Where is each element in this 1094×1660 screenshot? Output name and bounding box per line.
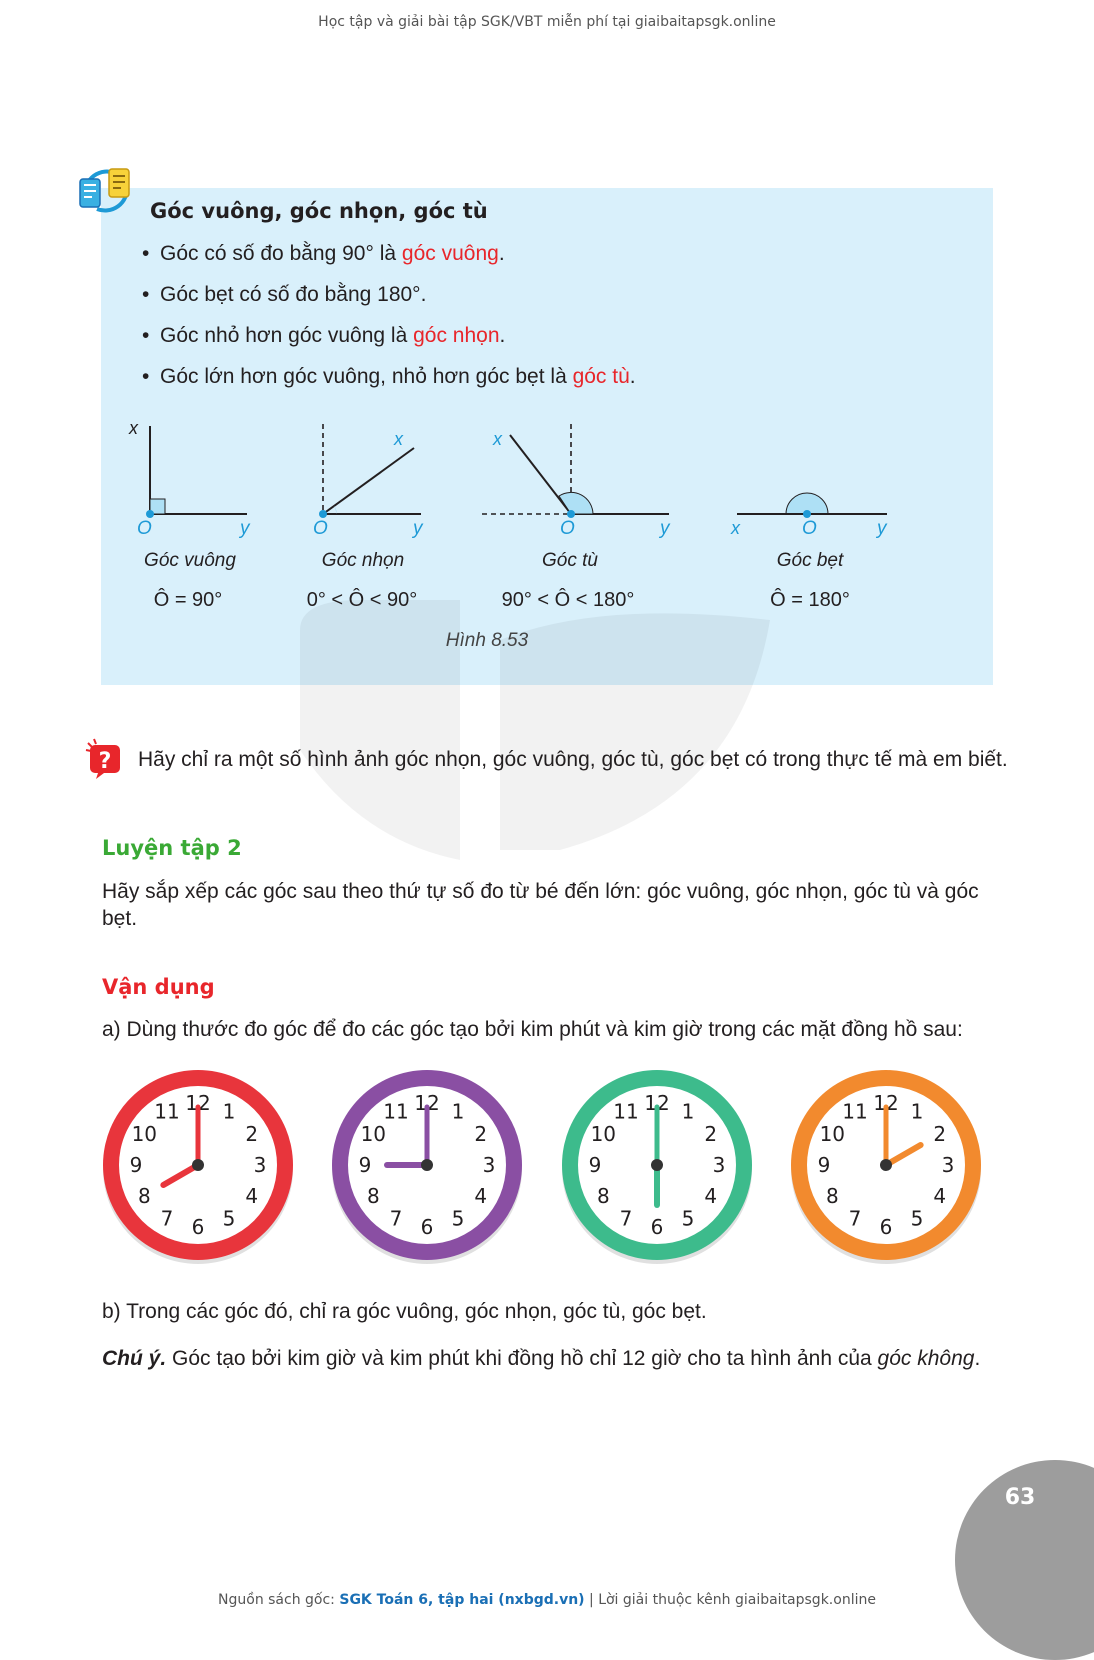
- clock-number: 1: [451, 1099, 465, 1124]
- clock-center: [192, 1159, 204, 1171]
- clock-number: 12: [414, 1091, 440, 1115]
- clock-4: [791, 1070, 981, 1264]
- clock-number: 11: [613, 1099, 639, 1124]
- clock-number: 3: [482, 1153, 496, 1177]
- angle-name-straight: Góc bẹt: [776, 550, 844, 571]
- clock-number: 11: [383, 1099, 409, 1124]
- point-label-o-1: O: [137, 518, 152, 539]
- clock-number: 1: [681, 1099, 695, 1124]
- note-label: Chú ý.: [102, 1347, 167, 1370]
- point-label-y-2: y: [413, 518, 423, 539]
- clock-number: 2: [245, 1122, 259, 1146]
- clock-number: 12: [644, 1091, 670, 1115]
- angle-diagrams: [101, 410, 993, 550]
- clock-number: 2: [704, 1122, 718, 1146]
- angle-formula-obtuse: 90° < Ô < 180°: [501, 589, 635, 611]
- clock-number: 2: [933, 1122, 947, 1146]
- clock-number: 8: [137, 1184, 151, 1208]
- clock-number: 9: [358, 1153, 372, 1177]
- clock-number: 6: [879, 1215, 893, 1239]
- clock-number: 5: [451, 1206, 465, 1231]
- clock-3: [562, 1070, 752, 1264]
- angle-name-right: Góc vuông: [144, 550, 236, 571]
- figure-caption: Hình 8.53: [445, 630, 529, 651]
- clock-number: 9: [817, 1153, 831, 1177]
- clock-number: 10: [131, 1122, 158, 1146]
- obtuse-angle-figure: [482, 424, 669, 518]
- clock-number: 3: [712, 1153, 726, 1177]
- page-footer: Nguồn sách gốc: SGK Toán 6, tập hai (nxbgd.vn) | Lời giải thuộc kênh giaibaitapsgk.online: [218, 1592, 876, 1608]
- point-label-y-1: y: [240, 518, 250, 539]
- clock-number: 6: [420, 1215, 434, 1239]
- clock-number: 6: [650, 1215, 664, 1239]
- clock-number: 2: [474, 1122, 488, 1146]
- point-label-y-4: y: [877, 518, 887, 539]
- application-part-a: a) Dùng thước đo góc để đo các góc tạo bởi kim phút và kim giờ trong các mặt đồng hồ sau:: [102, 1018, 963, 1041]
- right-angle-figure: [146, 426, 247, 518]
- clock-number: 11: [842, 1099, 868, 1124]
- clock-number: 9: [588, 1153, 602, 1177]
- clock-number: 8: [825, 1184, 839, 1208]
- clock-number: 5: [910, 1206, 924, 1231]
- straight-angle-figure: [737, 493, 887, 518]
- clock-1: [103, 1070, 293, 1264]
- clock-number: 7: [160, 1206, 174, 1231]
- clock-number: 4: [704, 1184, 718, 1208]
- clock-number: 1: [910, 1099, 924, 1124]
- practice-text: Hãy sắp xếp các góc sau theo thứ tự số đo từ bé đến lớn: góc vuông, góc nhọn, góc tù và góc bẹt.: [102, 880, 979, 930]
- clock-number: 12: [185, 1091, 211, 1115]
- clocks-row: [100, 1062, 1000, 1272]
- point-label-o-4: O: [802, 518, 817, 539]
- point-label-y-3: y: [660, 518, 670, 539]
- application-title: Vận dụng: [102, 975, 215, 999]
- clock-center: [421, 1159, 433, 1171]
- application-part-b: b) Trong các góc đó, chỉ ra góc vuông, góc nhọn, góc tù, góc bẹt.: [102, 1300, 707, 1323]
- bullet-3: • Góc nhỏ hơn góc vuông là góc nhọn.: [142, 324, 506, 347]
- point-label-x-1: x: [129, 418, 138, 438]
- angle-formula-straight: Ô = 180°: [770, 589, 850, 611]
- point-label-x-2: x: [394, 429, 403, 449]
- page-number: 63: [1004, 1485, 1036, 1510]
- clock-number: 10: [819, 1122, 846, 1146]
- practice-title: Luyện tập 2: [102, 836, 242, 860]
- point-label-o-3: O: [560, 518, 575, 539]
- clock-number: 5: [222, 1206, 236, 1231]
- clock-number: 1: [222, 1099, 236, 1124]
- question-icon: [84, 737, 126, 779]
- question-text: Hãy chỉ ra một số hình ảnh góc nhọn, góc vuông, góc tù, góc bẹt có trong thực tế mà em biết.: [138, 748, 1008, 771]
- theory-title: Góc vuông, góc nhọn, góc tù: [150, 199, 488, 223]
- clock-number: 12: [873, 1091, 899, 1115]
- clock-number: 4: [933, 1184, 947, 1208]
- clock-number: 4: [474, 1184, 488, 1208]
- angle-name-acute: Góc nhọn: [321, 550, 405, 571]
- clock-number: 9: [129, 1153, 143, 1177]
- clock-number: 4: [245, 1184, 259, 1208]
- clock-center: [880, 1159, 892, 1171]
- clock-center: [651, 1159, 663, 1171]
- angle-name-obtuse: Góc tù: [542, 550, 598, 571]
- clock-number: 8: [366, 1184, 380, 1208]
- acute-angle-figure: [319, 424, 421, 518]
- angle-formula-acute: 0° < Ô < 90°: [306, 589, 418, 611]
- clock-number: 11: [154, 1099, 180, 1124]
- bullet-1: • Góc có số đo bằng 90° là góc vuông.: [142, 242, 505, 265]
- clock-number: 8: [596, 1184, 610, 1208]
- bullet-2: • Góc bẹt có số đo bằng 180°.: [142, 283, 427, 306]
- svg-text:?: ?: [98, 749, 112, 774]
- clock-number: 7: [848, 1206, 862, 1231]
- point-label-x-4: x: [731, 518, 740, 538]
- point-label-x-3: x: [493, 429, 502, 449]
- clock-number: 5: [681, 1206, 695, 1231]
- clock-number: 10: [590, 1122, 617, 1146]
- clock-number: 7: [619, 1206, 633, 1231]
- clock-number: 3: [253, 1153, 267, 1177]
- angle-formula-right: Ô = 90°: [153, 589, 223, 611]
- clock-number: 6: [191, 1215, 205, 1239]
- page-header: Học tập và giải bài tập SGK/VBT miễn phí tại giaibaitapsgk.online: [318, 14, 776, 30]
- clock-2: [332, 1070, 522, 1264]
- clock-number: 10: [360, 1122, 387, 1146]
- clock-number: 7: [389, 1206, 403, 1231]
- point-label-o-2: O: [313, 518, 328, 539]
- theory-icon: [75, 165, 137, 217]
- clock-number: 3: [941, 1153, 955, 1177]
- application-note: Chú ý. Góc tạo bởi kim giờ và kim phút khi đồng hồ chỉ 12 giờ cho ta hình ảnh của góc không.: [102, 1347, 981, 1370]
- bullet-4: • Góc lớn hơn góc vuông, nhỏ hơn góc bẹt là góc tù.: [142, 365, 636, 388]
